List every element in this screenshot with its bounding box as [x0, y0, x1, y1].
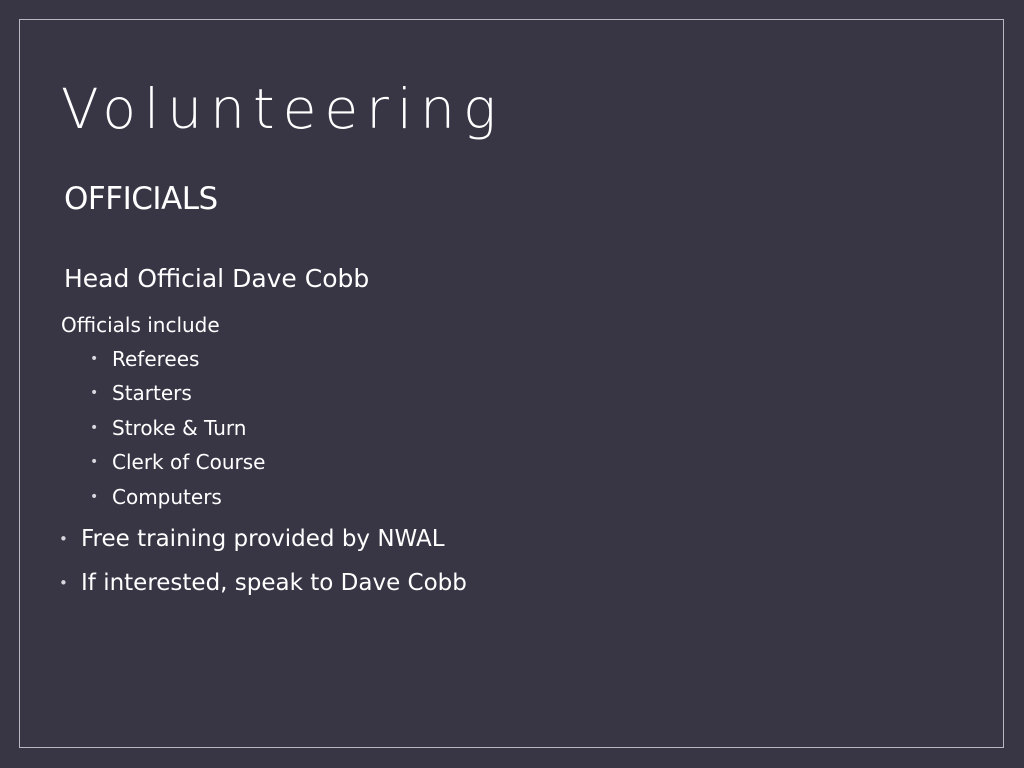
slide-subtitle: OFFICIALS — [64, 181, 218, 217]
list-item — [90, 484, 265, 521]
bullet-icon: • — [59, 574, 68, 592]
list-item — [90, 415, 265, 452]
list-item-label: Stroke & Turn — [112, 415, 247, 440]
bullet-icon: • — [90, 385, 99, 402]
bullet-icon: • — [90, 454, 99, 471]
main-bullet-list — [59, 528, 467, 616]
officials-sublist — [90, 349, 265, 521]
list-item-label: Clerk of Course — [112, 450, 266, 475]
list-item — [90, 349, 265, 383]
list-item — [59, 528, 467, 572]
list-item-label: Referees — [112, 347, 200, 371]
slide-title: Volunteering — [61, 77, 504, 141]
list-item-label: Starters — [112, 381, 192, 406]
officials-intro: Officials include — [61, 313, 220, 337]
bullet-icon: • — [90, 419, 99, 436]
list-item-label: If interested, speak to Dave Cobb — [81, 570, 467, 596]
bullet-icon: • — [59, 530, 68, 548]
list-item-label: Computers — [112, 484, 222, 509]
list-item — [90, 452, 265, 486]
list-item — [90, 383, 265, 417]
list-item-label: Free training provided by NWAL — [81, 526, 445, 552]
list-item — [59, 572, 467, 616]
bullet-icon: • — [90, 351, 99, 367]
head-official-line: Head Official Dave Cobb — [64, 264, 370, 293]
bullet-icon: • — [90, 488, 99, 505]
